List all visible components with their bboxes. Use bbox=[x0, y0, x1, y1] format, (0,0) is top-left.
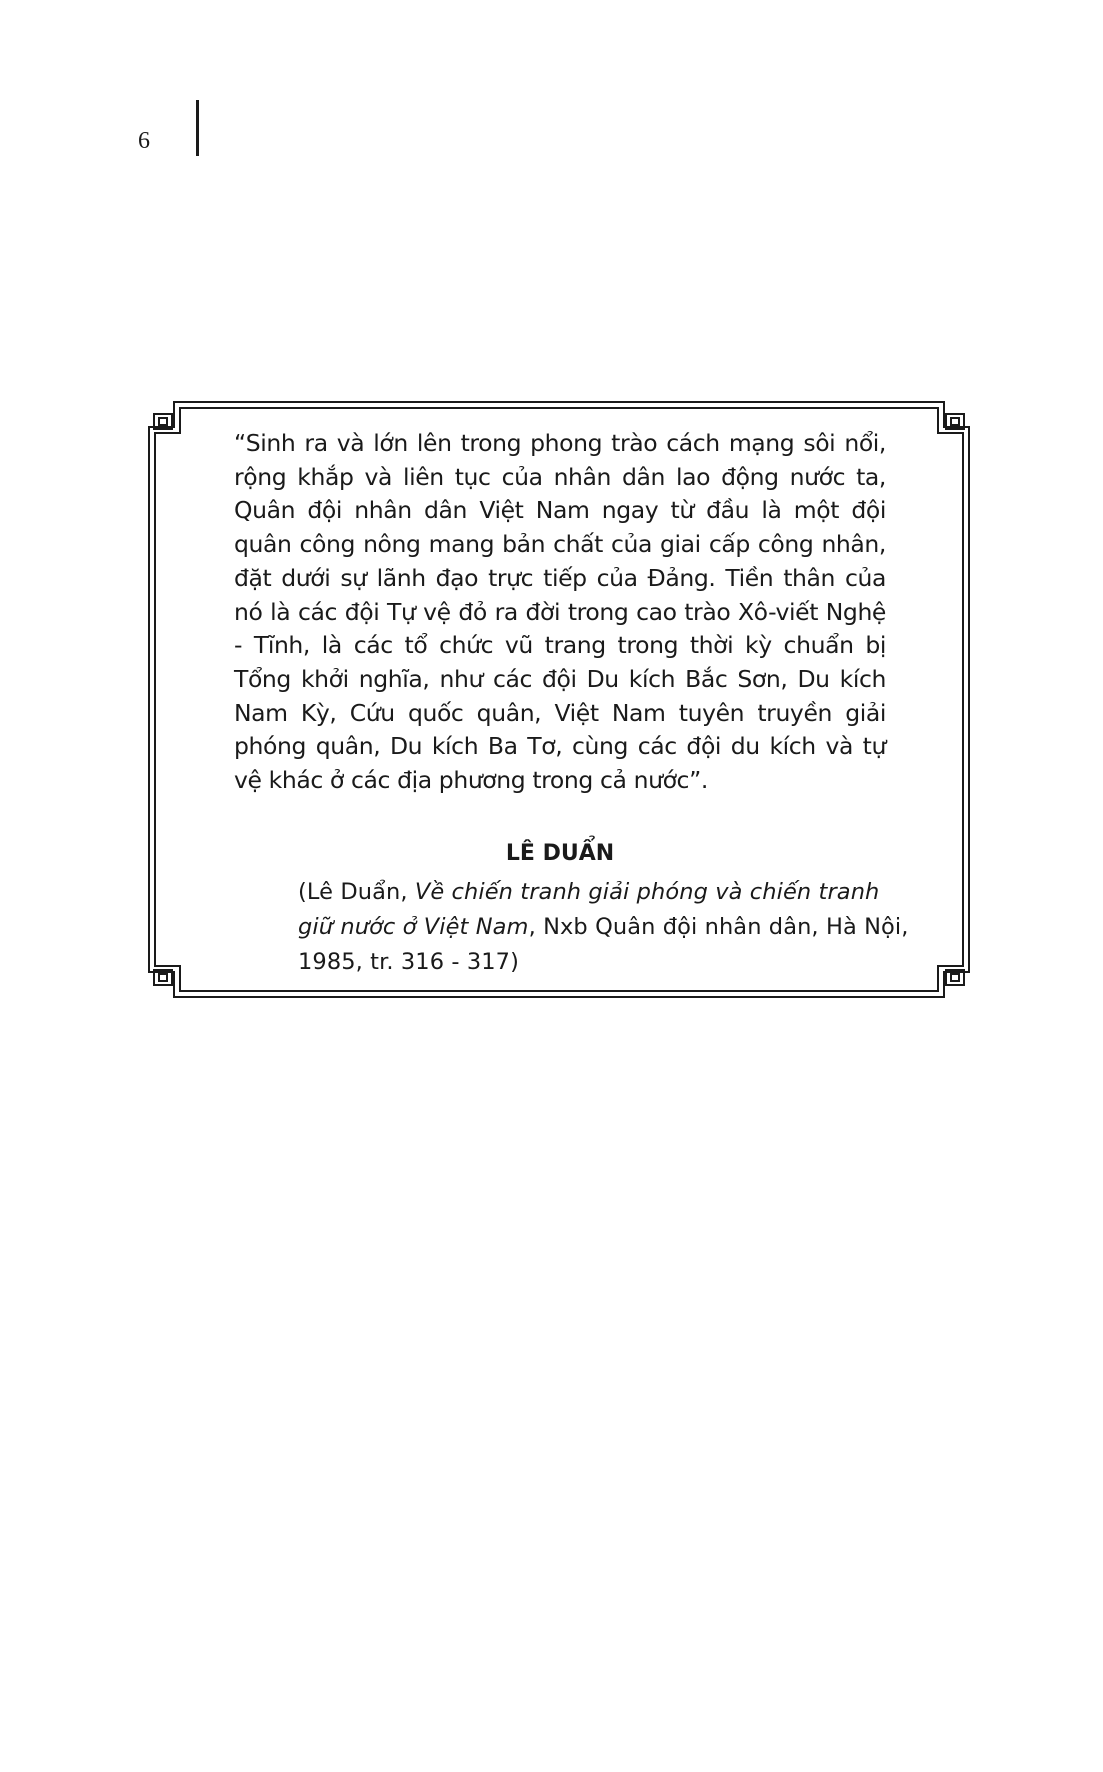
quote-author: LÊ DUẨN bbox=[505, 841, 615, 866]
citation-title: Về chiến tranh giải phóng và chiến tranh giữ nước ở Việt Nam bbox=[298, 879, 880, 940]
quote-text: “Sinh ra và lớn lên trong phong trào cách mạng sôi nổi, rộng khắp và liên tục của nhân dân lao động nước ta, Quân đội nhân dân Việt Nam ngay từ đầu là một đội quân công nông mang bản chất của giai cấp công nhân, đặt dưới sự lãnh đạo trực tiếp của Đảng. Tiền thân của nó là các đội Tự vệ đỏ ra đời trong cao trào Xô-viết Nghệ - Tĩnh, là các tổ chức vũ trang trong thời kỳ chuẩn bị Tổng khởi nghĩa, như các đội Du kích Bắc Sơn, Du kích Nam Kỳ, Cứu quốc quân, Việt Nam tuyên truyền giải phóng quân, Du kích Ba Tơ, cùng các đội du kích và tự vệ khác ở các địa phương trong cả nước”. bbox=[234, 429, 886, 795]
page-number: 6 bbox=[138, 128, 150, 154]
citation-rest: , Nxb Quân đội nhân dân, Hà Nội, 1985, tr. 316 - 317) bbox=[298, 914, 909, 975]
header-rule bbox=[196, 100, 199, 156]
citation bbox=[298, 875, 913, 980]
citation-open: (Lê Duẩn, bbox=[298, 879, 415, 905]
